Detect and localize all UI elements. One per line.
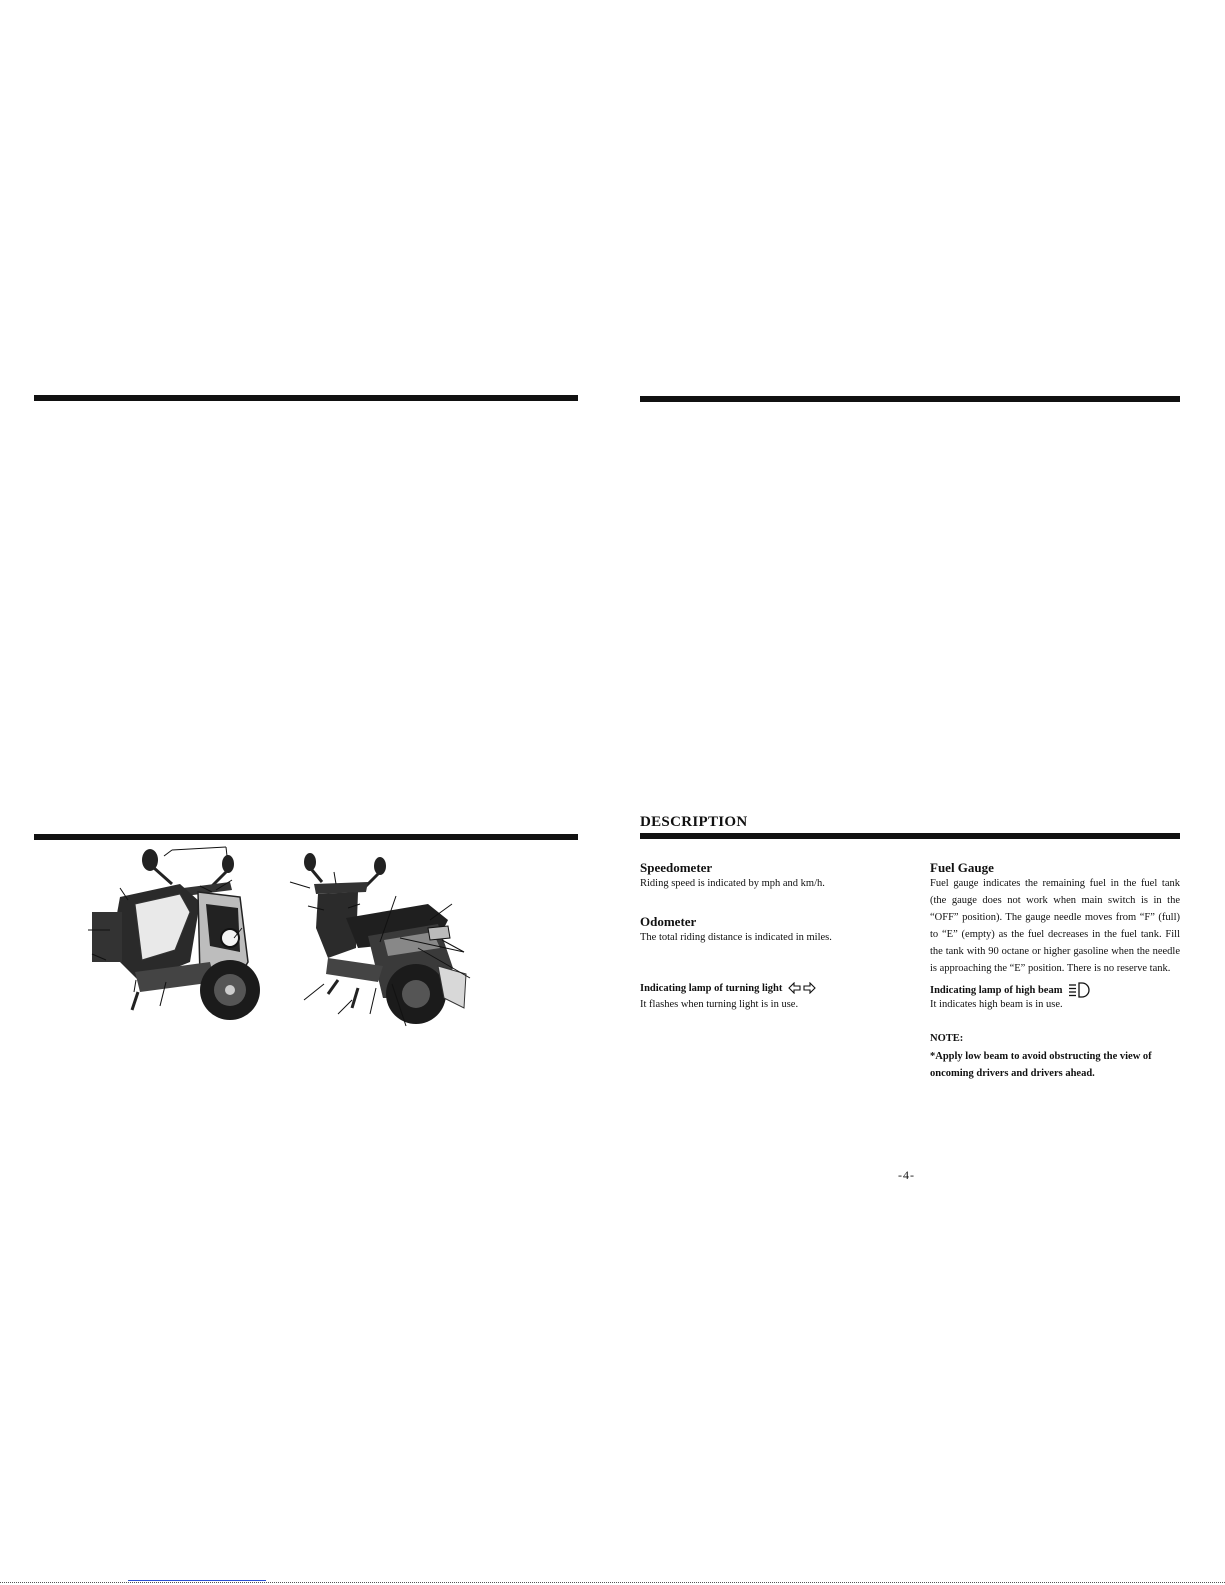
note-label: NOTE: bbox=[930, 1033, 964, 1044]
scooter-front-view-illustration bbox=[80, 842, 280, 1027]
section-title: DESCRIPTION bbox=[640, 814, 748, 830]
page-number: -4- bbox=[898, 1168, 915, 1182]
turning-light-heading-row bbox=[640, 982, 816, 994]
speedometer-heading: Speedometer bbox=[640, 860, 713, 875]
divider-rule bbox=[640, 396, 1180, 399]
high-beam-text: It indicates high beam is in use. bbox=[930, 999, 1063, 1010]
divider-rule bbox=[640, 833, 1180, 836]
bottom-link-underline bbox=[128, 1580, 266, 1581]
turn-signal-arrows-icon bbox=[788, 982, 816, 994]
fuel-gauge-text: Fuel gauge indicates the remaining fuel in the fuel tank (the gauge does not work when main switch is in the “OFF” position). The gauge needle moves from “F” (full) to “E” (empty) as the fuel decreases in the fuel tank. Fill the tank with 90 octane or higher gasoline when the needle is approaching the “E” position. There is no reserve tank. bbox=[930, 878, 1180, 974]
divider-rule bbox=[34, 395, 578, 398]
high-beam-heading: Indicating lamp of high beam bbox=[930, 984, 1063, 996]
divider-rule bbox=[34, 834, 578, 837]
fuel-gauge-heading: Fuel Gauge bbox=[930, 860, 994, 875]
scooter-rear-view-illustration bbox=[288, 848, 473, 1033]
turning-light-text: It flashes when turning light is in use. bbox=[640, 999, 799, 1010]
turning-light-heading: Indicating lamp of turning light bbox=[640, 982, 783, 994]
speedometer-text: Riding speed is indicated by mph and km/h. bbox=[640, 878, 825, 889]
note-text: *Apply low beam to avoid obstructing the view of oncoming drivers and drivers ahead. bbox=[930, 1051, 1152, 1079]
odometer-heading: Odometer bbox=[640, 914, 697, 929]
bottom-edge-line bbox=[0, 1582, 1225, 1583]
odometer-text: The total riding distance is indicated in miles. bbox=[640, 932, 832, 943]
